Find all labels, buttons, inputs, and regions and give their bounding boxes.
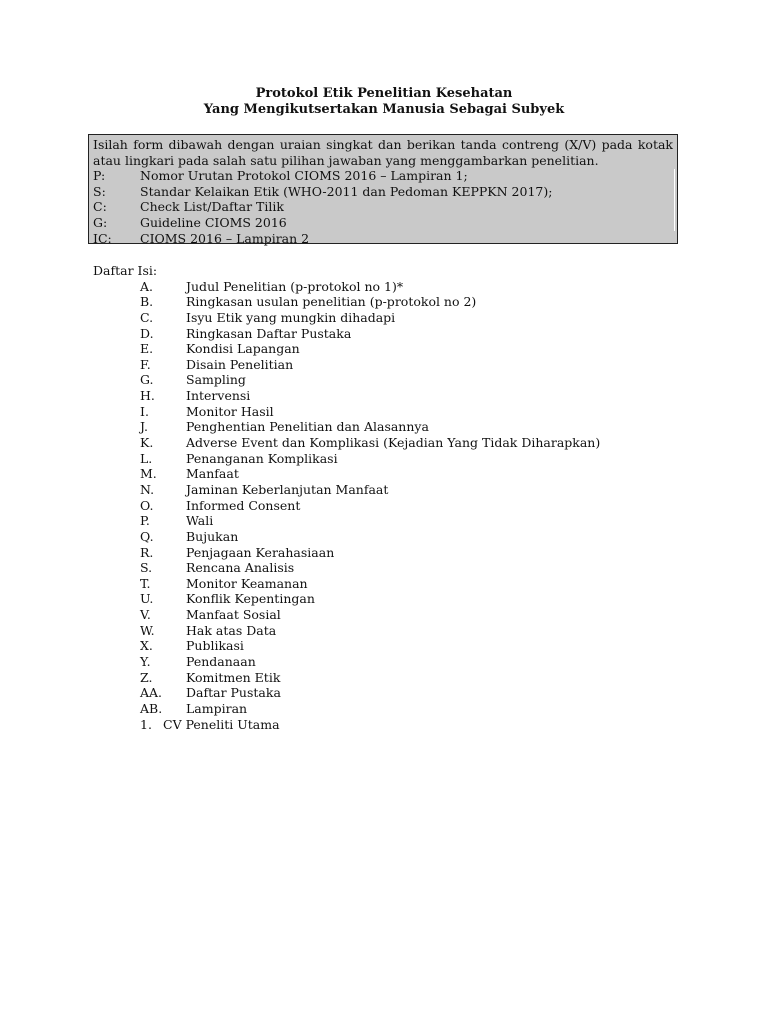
toc-item-label: Jaminan Keberlanjutan Manfaat [186,481,389,497]
toc-item-label: Kondisi Lapangan [186,341,300,357]
legend-row [93,184,673,200]
toc-item-label: Manfaat Sosial [186,607,281,623]
toc-item-letter: D. [140,325,154,341]
legend-row [93,199,673,215]
toc-item-label: Sampling [186,372,246,388]
toc-item-letter: Q. [140,528,154,544]
toc-item-label: Monitor Hasil [186,403,274,419]
toc-item-letter: E. [140,341,154,357]
table-of-contents [93,263,653,732]
legend-row [93,231,673,247]
toc-item [93,279,653,295]
toc-item-label: Rencana Analisis [186,560,295,576]
toc-sub-item-number: 1. [140,716,152,732]
toc-item-label: Monitor Keamanan [186,575,308,591]
toc-item [93,451,653,467]
toc-item-letter: O. [140,497,154,513]
legend-key: S: [93,183,106,199]
toc-item [93,466,653,482]
toc-item-letter: I. [140,403,149,419]
toc-item-label: Manfaat [186,466,239,482]
toc-item [93,654,653,670]
toc-item-letter: Z. [140,669,153,685]
toc-item [93,623,653,639]
legend-description: Standar Kelaikan Etik (WHO-2011 dan Pedoman KEPPKN 2017); [140,183,553,199]
toc-sub-item-label: CV Peneliti Utama [163,716,280,732]
toc-item-letter: V. [140,607,151,623]
toc-item [93,670,653,686]
toc-item-letter: B. [140,294,154,310]
toc-item [93,372,653,388]
legend-key: C: [93,199,107,215]
legend-description: CIOMS 2016 – Lampiran 2 [140,230,310,246]
toc-item-letter: AB. [140,700,163,716]
toc-item-letter: X. [140,638,153,654]
toc-item [93,435,653,451]
toc-item [93,310,653,326]
document-title [0,86,768,118]
toc-item [93,576,653,592]
toc-item-label: Pendanaan [186,654,256,670]
toc-item-label: Penanganan Komplikasi [186,450,338,466]
toc-item [93,560,653,576]
toc-item [93,607,653,623]
toc-item-letter: W. [140,622,155,638]
box-divider [674,169,676,231]
toc-item [93,529,653,545]
toc-heading: Daftar Isi: [93,263,158,278]
toc-item [93,545,653,561]
toc-item-label: Publikasi [186,638,244,654]
toc-item [93,513,653,529]
toc-item [93,482,653,498]
toc-item-label: Lampiran [186,700,248,716]
toc-item [93,591,653,607]
toc-item-label: Bujukan [186,528,239,544]
toc-item-letter: T. [140,575,151,591]
toc-item [93,404,653,420]
title-line-2: Yang Mengikutsertakan Manusia Sebagai Subyek [203,102,565,117]
toc-item-label: Ringkasan Daftar Pustaka [186,325,352,341]
toc-sub-item [93,717,653,733]
toc-item-label: Daftar Pustaka [186,685,281,701]
legend-description: Check List/Daftar Tilik [140,199,284,215]
toc-item [93,498,653,514]
toc-item-letter: C. [140,309,154,325]
legend-key: IC: [93,230,112,246]
toc-item-letter: Y. [140,654,151,670]
toc-item-letter: A. [140,278,154,294]
toc-item [93,326,653,342]
toc-item-letter: F. [140,356,151,372]
toc-item [93,685,653,701]
toc-item-label: Wali [186,513,214,529]
toc-sub-list [93,717,653,733]
toc-item-label: Judul Penelitian (p-protokol no 1)* [186,278,404,294]
legend-key: G: [93,214,108,230]
toc-item-label: Hak atas Data [186,622,277,638]
toc-item-label: Informed Consent [186,497,301,513]
toc-item [93,357,653,373]
legend-key: P: [93,168,106,184]
toc-item [93,388,653,404]
legend-list [93,168,673,246]
instruction-text: Isilah form dibawah dengan uraian singkat dan berikan tanda contreng (X/V) pada kotak atau lingkari pada salah satu pilihan jawaban yang menggambarkan penelitian. [93,137,673,168]
toc-item-letter: M. [140,466,157,482]
toc-item-label: Isyu Etik yang mungkin dihadapi [186,309,396,325]
legend-row [93,215,673,231]
legend-row [93,168,673,184]
toc-item-letter: L. [140,450,153,466]
toc-item-letter: R. [140,544,154,560]
toc-item-letter: J. [140,419,149,435]
toc-item-letter: K. [140,435,154,451]
toc-item-letter: P. [140,513,150,529]
toc-item-letter: S. [140,560,153,576]
toc-list [93,279,653,717]
toc-item [93,638,653,654]
toc-item-letter: N. [140,481,155,497]
toc-item-label: Penghentian Penelitian dan Alasannya [186,419,429,435]
toc-item-label: Konflik Kepentingan [186,591,315,607]
toc-item-label: Ringkasan usulan penelitian (p-protokol no 2) [186,294,477,310]
toc-item-letter: U. [140,591,154,607]
legend-description: Guideline CIOMS 2016 [140,214,287,230]
toc-item [93,294,653,310]
toc-item-letter: G. [140,372,154,388]
toc-item [93,419,653,435]
toc-item-label: Intervensi [186,388,251,404]
instruction-box [88,134,678,244]
toc-item-letter: AA. [140,685,163,701]
toc-item [93,341,653,357]
toc-item [93,701,653,717]
toc-item-label: Komitmen Etik [186,669,281,685]
toc-item-label: Disain Penelitian [186,356,294,372]
toc-item-label: Penjagaan Kerahasiaan [186,544,335,560]
toc-item-letter: H. [140,388,155,404]
title-line-1: Protokol Etik Penelitian Kesehatan [255,86,513,101]
legend-description: Nomor Urutan Protokol CIOMS 2016 – Lampiran 1; [140,168,468,184]
toc-item-label: Adverse Event dan Komplikasi (Kejadian Yang Tidak Diharapkan) [186,435,601,451]
